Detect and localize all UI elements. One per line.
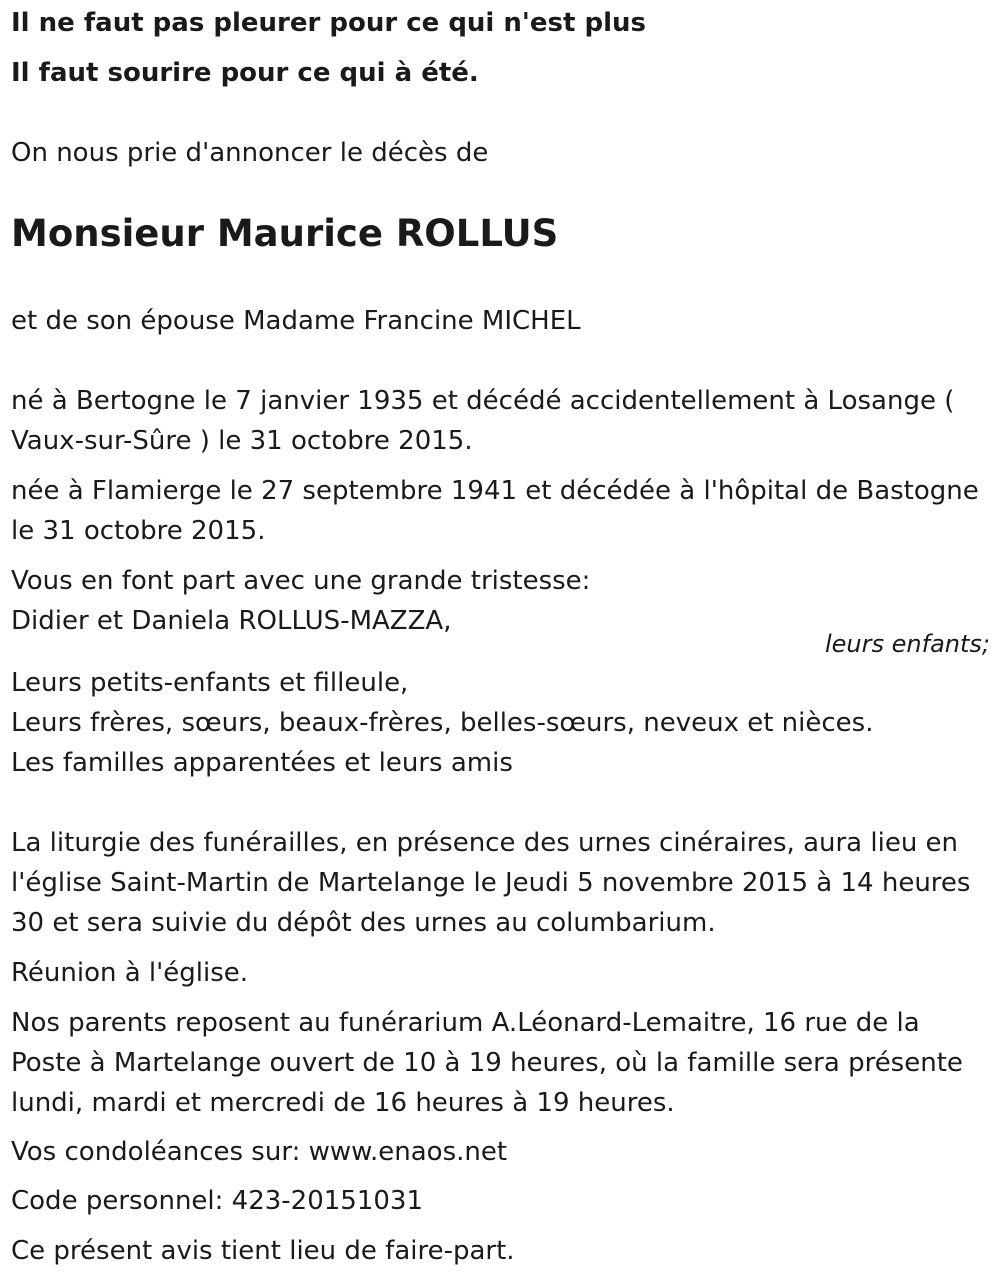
spouse-text: et de son épouse Madame Francine MICHEL bbox=[11, 306, 581, 336]
quote-line-1: Il ne faut pas pleurer pour ce qui n'est plus bbox=[11, 8, 646, 38]
condolences-text: Vos condoléances sur: www.enaos.net bbox=[11, 1137, 508, 1167]
deceased-name: Monsieur Maurice ROLLUS bbox=[11, 212, 559, 255]
birth-him-line-1: né à Bertogne le 7 janvier 1935 et décédé accidentellement à Losange ( bbox=[11, 386, 955, 416]
quote-line-2: Il faut sourire pour ce qui à été. bbox=[11, 58, 479, 88]
birth-her-line-1: née à Flamierge le 27 septembre 1941 et décédée à l'hôpital de Bastogne bbox=[11, 476, 979, 506]
funerarium-line-2: Poste à Martelange ouvert de 10 à 19 heures, où la famille sera présente bbox=[11, 1048, 963, 1078]
notice-text: Ce présent avis tient lieu de faire-part. bbox=[11, 1236, 515, 1266]
personal-code: Code personnel: 423-20151031 bbox=[11, 1186, 424, 1216]
family-children: Didier et Daniela ROLLUS-MAZZA, bbox=[11, 606, 452, 636]
family-grandchildren: Leurs petits-enfants et filleule, bbox=[11, 668, 409, 698]
family-announce: Vous en font part avec une grande tristesse: bbox=[11, 566, 591, 596]
liturgy-line-3: 30 et sera suivie du dépôt des urnes au columbarium. bbox=[11, 908, 716, 938]
family-siblings: Leurs frères, sœurs, beaux-frères, belles-sœurs, neveux et nièces. bbox=[11, 708, 874, 738]
liturgy-line-2: l'église Saint-Martin de Martelange le Jeudi 5 novembre 2015 à 14 heures bbox=[11, 868, 971, 898]
birth-him-line-2: Vaux-sur-Sûre ) le 31 octobre 2015. bbox=[11, 426, 473, 456]
intro-text: On nous prie d'annoncer le décès de bbox=[11, 138, 489, 168]
family-relatives: Les familles apparentées et leurs amis bbox=[11, 748, 513, 778]
liturgy-line-1: La liturgie des funérailles, en présence des urnes cinéraires, aura lieu en bbox=[11, 828, 959, 858]
funerarium-line-1: Nos parents reposent au funérarium A.Léonard-Lemaitre, 16 rue de la bbox=[11, 1008, 920, 1038]
birth-her-line-2: le 31 octobre 2015. bbox=[11, 516, 266, 546]
funerarium-line-3: lundi, mardi et mercredi de 16 heures à 19 heures. bbox=[11, 1088, 675, 1118]
family-children-role: leurs enfants; bbox=[825, 630, 990, 658]
reunion-text: Réunion à l'église. bbox=[11, 958, 249, 988]
